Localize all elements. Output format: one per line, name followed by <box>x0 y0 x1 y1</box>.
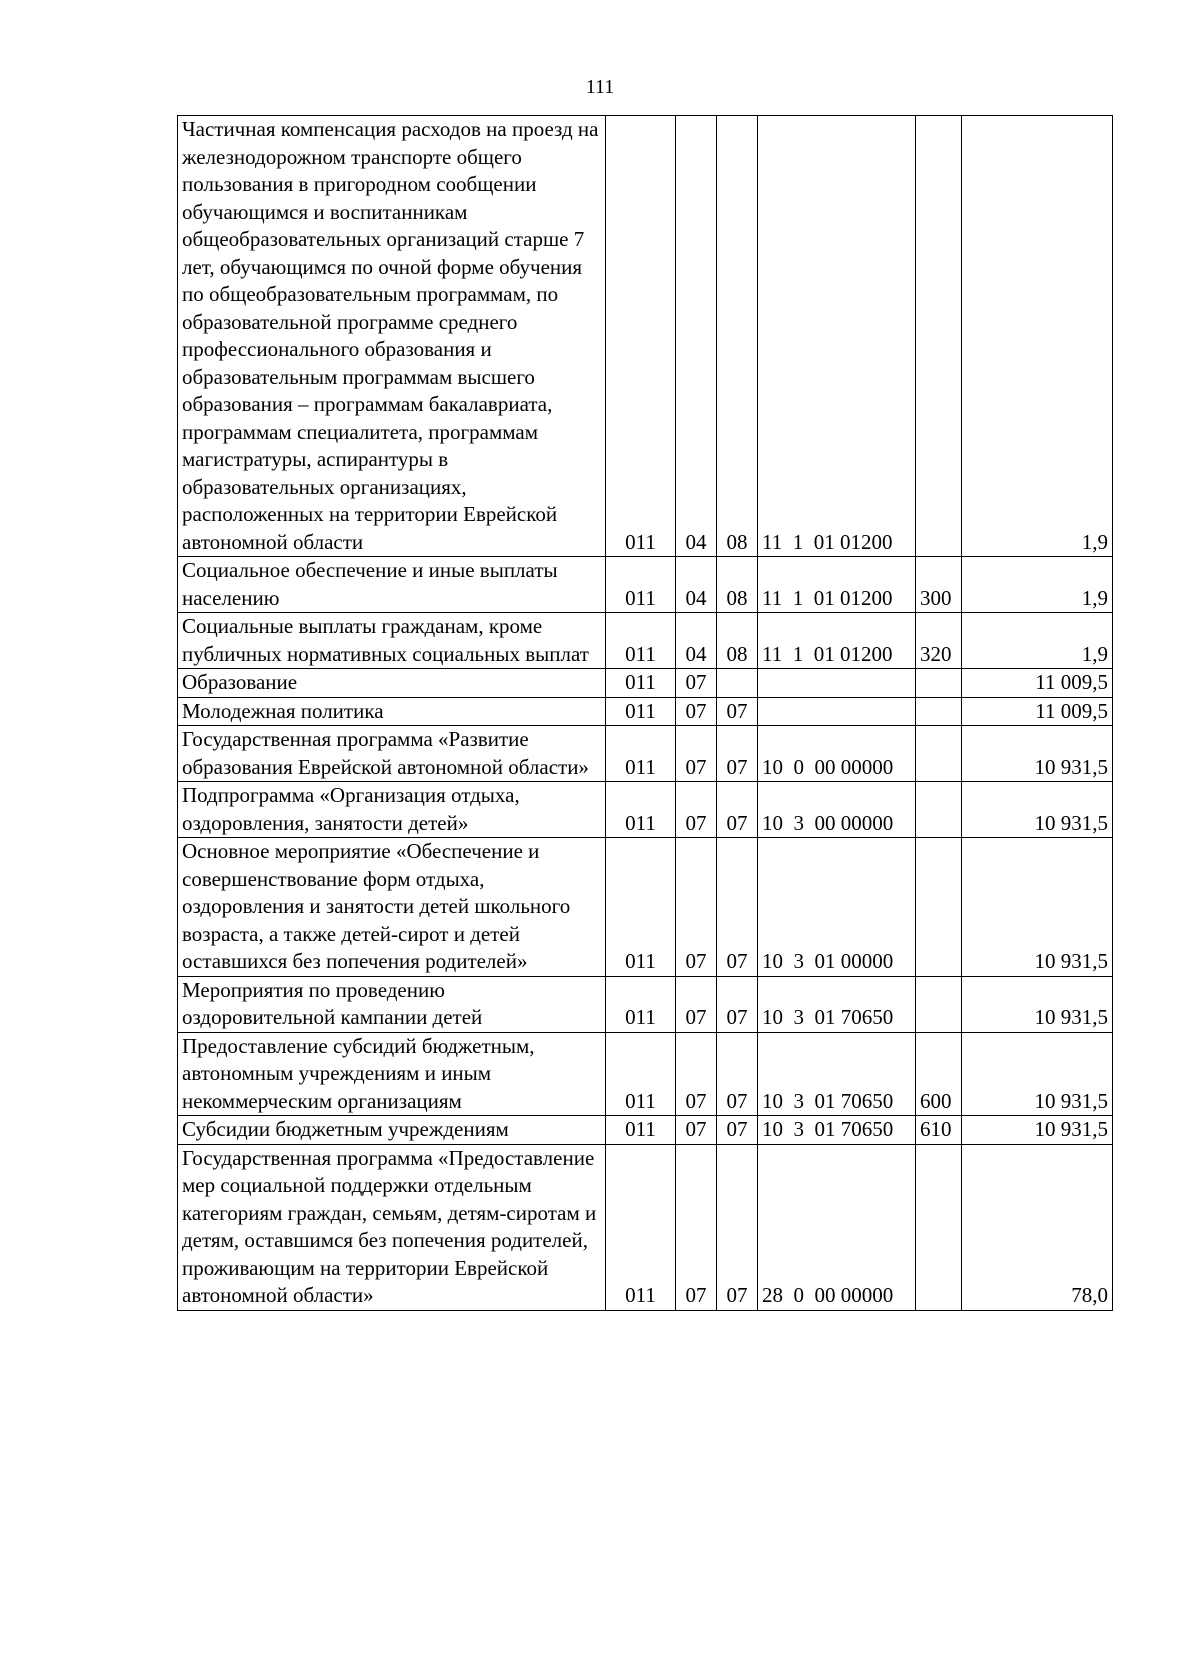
target-article-code-cell: 28 0 00 00000 <box>758 1144 916 1310</box>
target-article-code-cell: 11 1 01 01200 <box>758 613 916 669</box>
table-row <box>178 697 1113 726</box>
row-name-cell: Государственная программа «Развитие образования Еврейской автономной области» <box>178 726 606 782</box>
ministry-code-cell: 011 <box>606 1032 676 1116</box>
subsection-code-cell: 07 <box>717 697 758 726</box>
subsection-code-cell: 08 <box>717 116 758 557</box>
section-code-cell: 04 <box>676 557 717 613</box>
expense-type-code-cell <box>916 116 962 557</box>
amount-cell: 10 931,5 <box>962 726 1113 782</box>
expense-type-code-cell: 320 <box>916 613 962 669</box>
amount-cell: 10 931,5 <box>962 976 1113 1032</box>
ministry-code-cell: 011 <box>606 669 676 698</box>
table-row <box>178 1144 1113 1310</box>
subsection-code-cell: 08 <box>717 613 758 669</box>
target-article-code-cell: 10 3 01 70650 <box>758 976 916 1032</box>
ministry-code-cell: 011 <box>606 116 676 557</box>
subsection-code-cell: 07 <box>717 976 758 1032</box>
table-row <box>178 976 1113 1032</box>
amount-cell: 10 931,5 <box>962 1032 1113 1116</box>
table-row <box>178 782 1113 838</box>
amount-cell: 11 009,5 <box>962 697 1113 726</box>
subsection-code-cell: 07 <box>717 1144 758 1310</box>
expense-type-code-cell: 610 <box>916 1116 962 1145</box>
amount-cell: 11 009,5 <box>962 669 1113 698</box>
ministry-code-cell: 011 <box>606 613 676 669</box>
expense-type-code-cell <box>916 976 962 1032</box>
section-code-cell: 07 <box>676 1116 717 1145</box>
subsection-code-cell: 07 <box>717 726 758 782</box>
table-row <box>178 613 1113 669</box>
ministry-code-cell: 011 <box>606 1116 676 1145</box>
target-article-code-cell: 10 3 01 70650 <box>758 1032 916 1116</box>
section-code-cell: 07 <box>676 838 717 977</box>
ministry-code-cell: 011 <box>606 1144 676 1310</box>
section-code-cell: 07 <box>676 1032 717 1116</box>
row-name-cell: Субсидии бюджетным учреждениям <box>178 1116 606 1145</box>
ministry-code-cell: 011 <box>606 697 676 726</box>
subsection-code-cell <box>717 669 758 698</box>
page-number: 111 <box>585 76 615 98</box>
table-row <box>178 116 1113 557</box>
amount-cell: 10 931,5 <box>962 1116 1113 1145</box>
expense-type-code-cell <box>916 669 962 698</box>
section-code-cell: 07 <box>676 697 717 726</box>
amount-cell: 78,0 <box>962 1144 1113 1310</box>
table-row <box>178 669 1113 698</box>
amount-cell: 1,9 <box>962 613 1113 669</box>
table-row <box>178 1116 1113 1145</box>
ministry-code-cell: 011 <box>606 838 676 977</box>
target-article-code-cell: 11 1 01 01200 <box>758 557 916 613</box>
table-row <box>178 557 1113 613</box>
ministry-code-cell: 011 <box>606 782 676 838</box>
budget-table-body <box>178 116 1113 1311</box>
subsection-code-cell: 07 <box>717 838 758 977</box>
table-row <box>178 1032 1113 1116</box>
row-name-cell: Подпрограмма «Организация отдыха, оздоровления, занятости детей» <box>178 782 606 838</box>
expense-type-code-cell <box>916 1144 962 1310</box>
budget-table <box>177 115 1113 1311</box>
section-code-cell: 04 <box>676 116 717 557</box>
row-name-cell: Частичная компенсация расходов на проезд на железнодорожном транспорте общего пользования в пригородном сообщении обучающимся и воспитанникам общеобразовательных организаций старше 7 лет, обучающимся по очной форме обучения по общеобразовательным программам, по образовательной программе среднего профессионального образования и образовательным программам высшего образования – программам бакалавриата, программам специалитета, программам магистратуры, аспирантуры в образовательных организациях, расположенных на территории Еврейской автономной области <box>178 116 606 557</box>
row-name-cell: Социальное обеспечение и иные выплаты населению <box>178 557 606 613</box>
row-name-cell: Предоставление субсидий бюджетным, автономным учреждениям и иным некоммерческим организациям <box>178 1032 606 1116</box>
subsection-code-cell: 08 <box>717 557 758 613</box>
target-article-code-cell: 10 3 01 70650 <box>758 1116 916 1145</box>
table-row <box>178 726 1113 782</box>
table-row <box>178 838 1113 977</box>
subsection-code-cell: 07 <box>717 1032 758 1116</box>
expense-type-code-cell <box>916 726 962 782</box>
target-article-code-cell <box>758 669 916 698</box>
expense-type-code-cell <box>916 697 962 726</box>
target-article-code-cell: 10 0 00 00000 <box>758 726 916 782</box>
expense-type-code-cell <box>916 838 962 977</box>
section-code-cell: 07 <box>676 669 717 698</box>
amount-cell: 10 931,5 <box>962 838 1113 977</box>
expense-type-code-cell: 600 <box>916 1032 962 1116</box>
ministry-code-cell: 011 <box>606 726 676 782</box>
row-name-cell: Молодежная политика <box>178 697 606 726</box>
section-code-cell: 07 <box>676 1144 717 1310</box>
amount-cell: 10 931,5 <box>962 782 1113 838</box>
target-article-code-cell: 11 1 01 01200 <box>758 116 916 557</box>
expense-type-code-cell: 300 <box>916 557 962 613</box>
row-name-cell: Образование <box>178 669 606 698</box>
ministry-code-cell: 011 <box>606 976 676 1032</box>
row-name-cell: Основное мероприятие «Обеспечение и совершенствование форм отдыха, оздоровления и занятости детей школьного возраста, а также детей-сирот и детей оставшихся без попечения родителей» <box>178 838 606 977</box>
section-code-cell: 07 <box>676 726 717 782</box>
row-name-cell: Мероприятия по проведению оздоровительной кампании детей <box>178 976 606 1032</box>
amount-cell: 1,9 <box>962 116 1113 557</box>
row-name-cell: Государственная программа «Предоставление мер социальной поддержки отдельным категориям граждан, семьям, детям-сиротам и детям, оставшимся без попечения родителей, проживающим на территории Еврейской автономной области» <box>178 1144 606 1310</box>
amount-cell: 1,9 <box>962 557 1113 613</box>
section-code-cell: 07 <box>676 782 717 838</box>
target-article-code-cell <box>758 697 916 726</box>
section-code-cell: 07 <box>676 976 717 1032</box>
target-article-code-cell: 10 3 01 00000 <box>758 838 916 977</box>
target-article-code-cell: 10 3 00 00000 <box>758 782 916 838</box>
section-code-cell: 04 <box>676 613 717 669</box>
subsection-code-cell: 07 <box>717 1116 758 1145</box>
expense-type-code-cell <box>916 782 962 838</box>
subsection-code-cell: 07 <box>717 782 758 838</box>
row-name-cell: Социальные выплаты гражданам, кроме публичных нормативных социальных выплат <box>178 613 606 669</box>
ministry-code-cell: 011 <box>606 557 676 613</box>
